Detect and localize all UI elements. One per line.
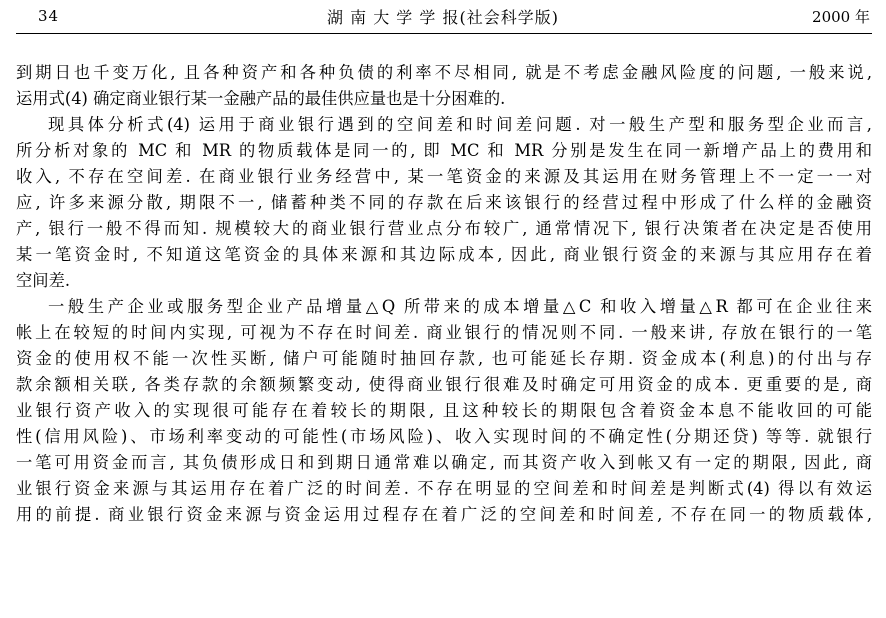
text-line: 资金的使用权不能一次性买断, 储户可能随时抽回存款, 也可能延长存期. 资金成本(利息)的付出与存 — [16, 349, 872, 368]
text-line: 收入, 不存在空间差. 在商业银行业务经营中, 某一笔资金的来源及其运用在财务管理上不一定一一对 — [16, 167, 872, 186]
text-line: 空间差. — [16, 271, 71, 290]
text-line: 性(信用风险)、市场利率变动的可能性(市场风险)、收入实现时间的不确定性(分期还贷) 等等. 就银行 — [16, 427, 872, 446]
text-line: 用的前提. 商业银行资金来源与资金运用过程存在着广泛的空间差和时间差, 不存在同一的物质载体, — [16, 505, 872, 524]
text-line: 帐上在较短的时间内实现, 可视为不存在时间差. 商业银行的情况则不同. 一般来讲, 存放在银行的一笔 — [16, 323, 872, 342]
article-body — [16, 60, 872, 528]
paragraph-first-line: 现具体分析式(4) 运用于商业银行遇到的空间差和时间差问题. 对一般生产型和服务型企业而言, — [48, 115, 872, 134]
journal-title: 湖 南 大 学 学 报(社会科学版) — [327, 8, 559, 27]
text-line: 业银行资金来源与其运用存在着广泛的时间差. 不存在明显的空间差和时间差是判断式(4) 得以有效运 — [16, 479, 872, 498]
publication-year: 2000 年 — [812, 8, 870, 26]
page-number: 34 — [38, 7, 60, 25]
text-line: 应, 许多来源分散, 期限不一, 储蓄种类不同的存款在后来该银行的经营过程中形成了什么样的金融资 — [16, 193, 872, 212]
text-line: 款余额相关联, 各类存款的余额频繁变动, 使得商业银行很难及时确定可用资金的成本. 更重要的是, 商 — [16, 375, 872, 394]
text-line: 运用式(4) 确定商业银行某一金融产品的最佳供应量也是十分困难的. — [16, 89, 506, 108]
header-rule — [16, 33, 872, 34]
running-header — [0, 0, 886, 30]
text-line: 业银行资产收入的实现很可能存在着较长的期限, 且这种较长的期限包含着资金本息不能收回的可能 — [16, 401, 872, 420]
paragraph-first-line: 一般生产企业或服务型企业产品增量△Q 所带来的成本增量△C 和收入增量△R 都可在企业往来 — [48, 297, 872, 316]
text-line: 一笔可用资金而言, 其负债形成日和到期日通常难以确定, 而其资产收入到帐又有一定的期限, 因此, 商 — [16, 453, 872, 472]
text-line: 到期日也千变万化, 且各种资产和各种负债的利率不尽相同, 就是不考虑金融风险度的问题, 一般来说, — [16, 63, 872, 82]
text-line: 所分析对象的 MC 和 MR 的物质载体是同一的, 即 MC 和 MR 分别是发生在同一新增产品上的费用和 — [16, 141, 872, 160]
text-line: 产, 银行一般不得而知. 规模较大的商业银行营业点分布较广, 通常情况下, 银行决策者在决定是否使用 — [16, 219, 872, 238]
text-line: 某一笔资金时, 不知道这笔资金的具体来源和其边际成本, 因此, 商业银行资金的来源与其应用存在着 — [16, 245, 872, 264]
